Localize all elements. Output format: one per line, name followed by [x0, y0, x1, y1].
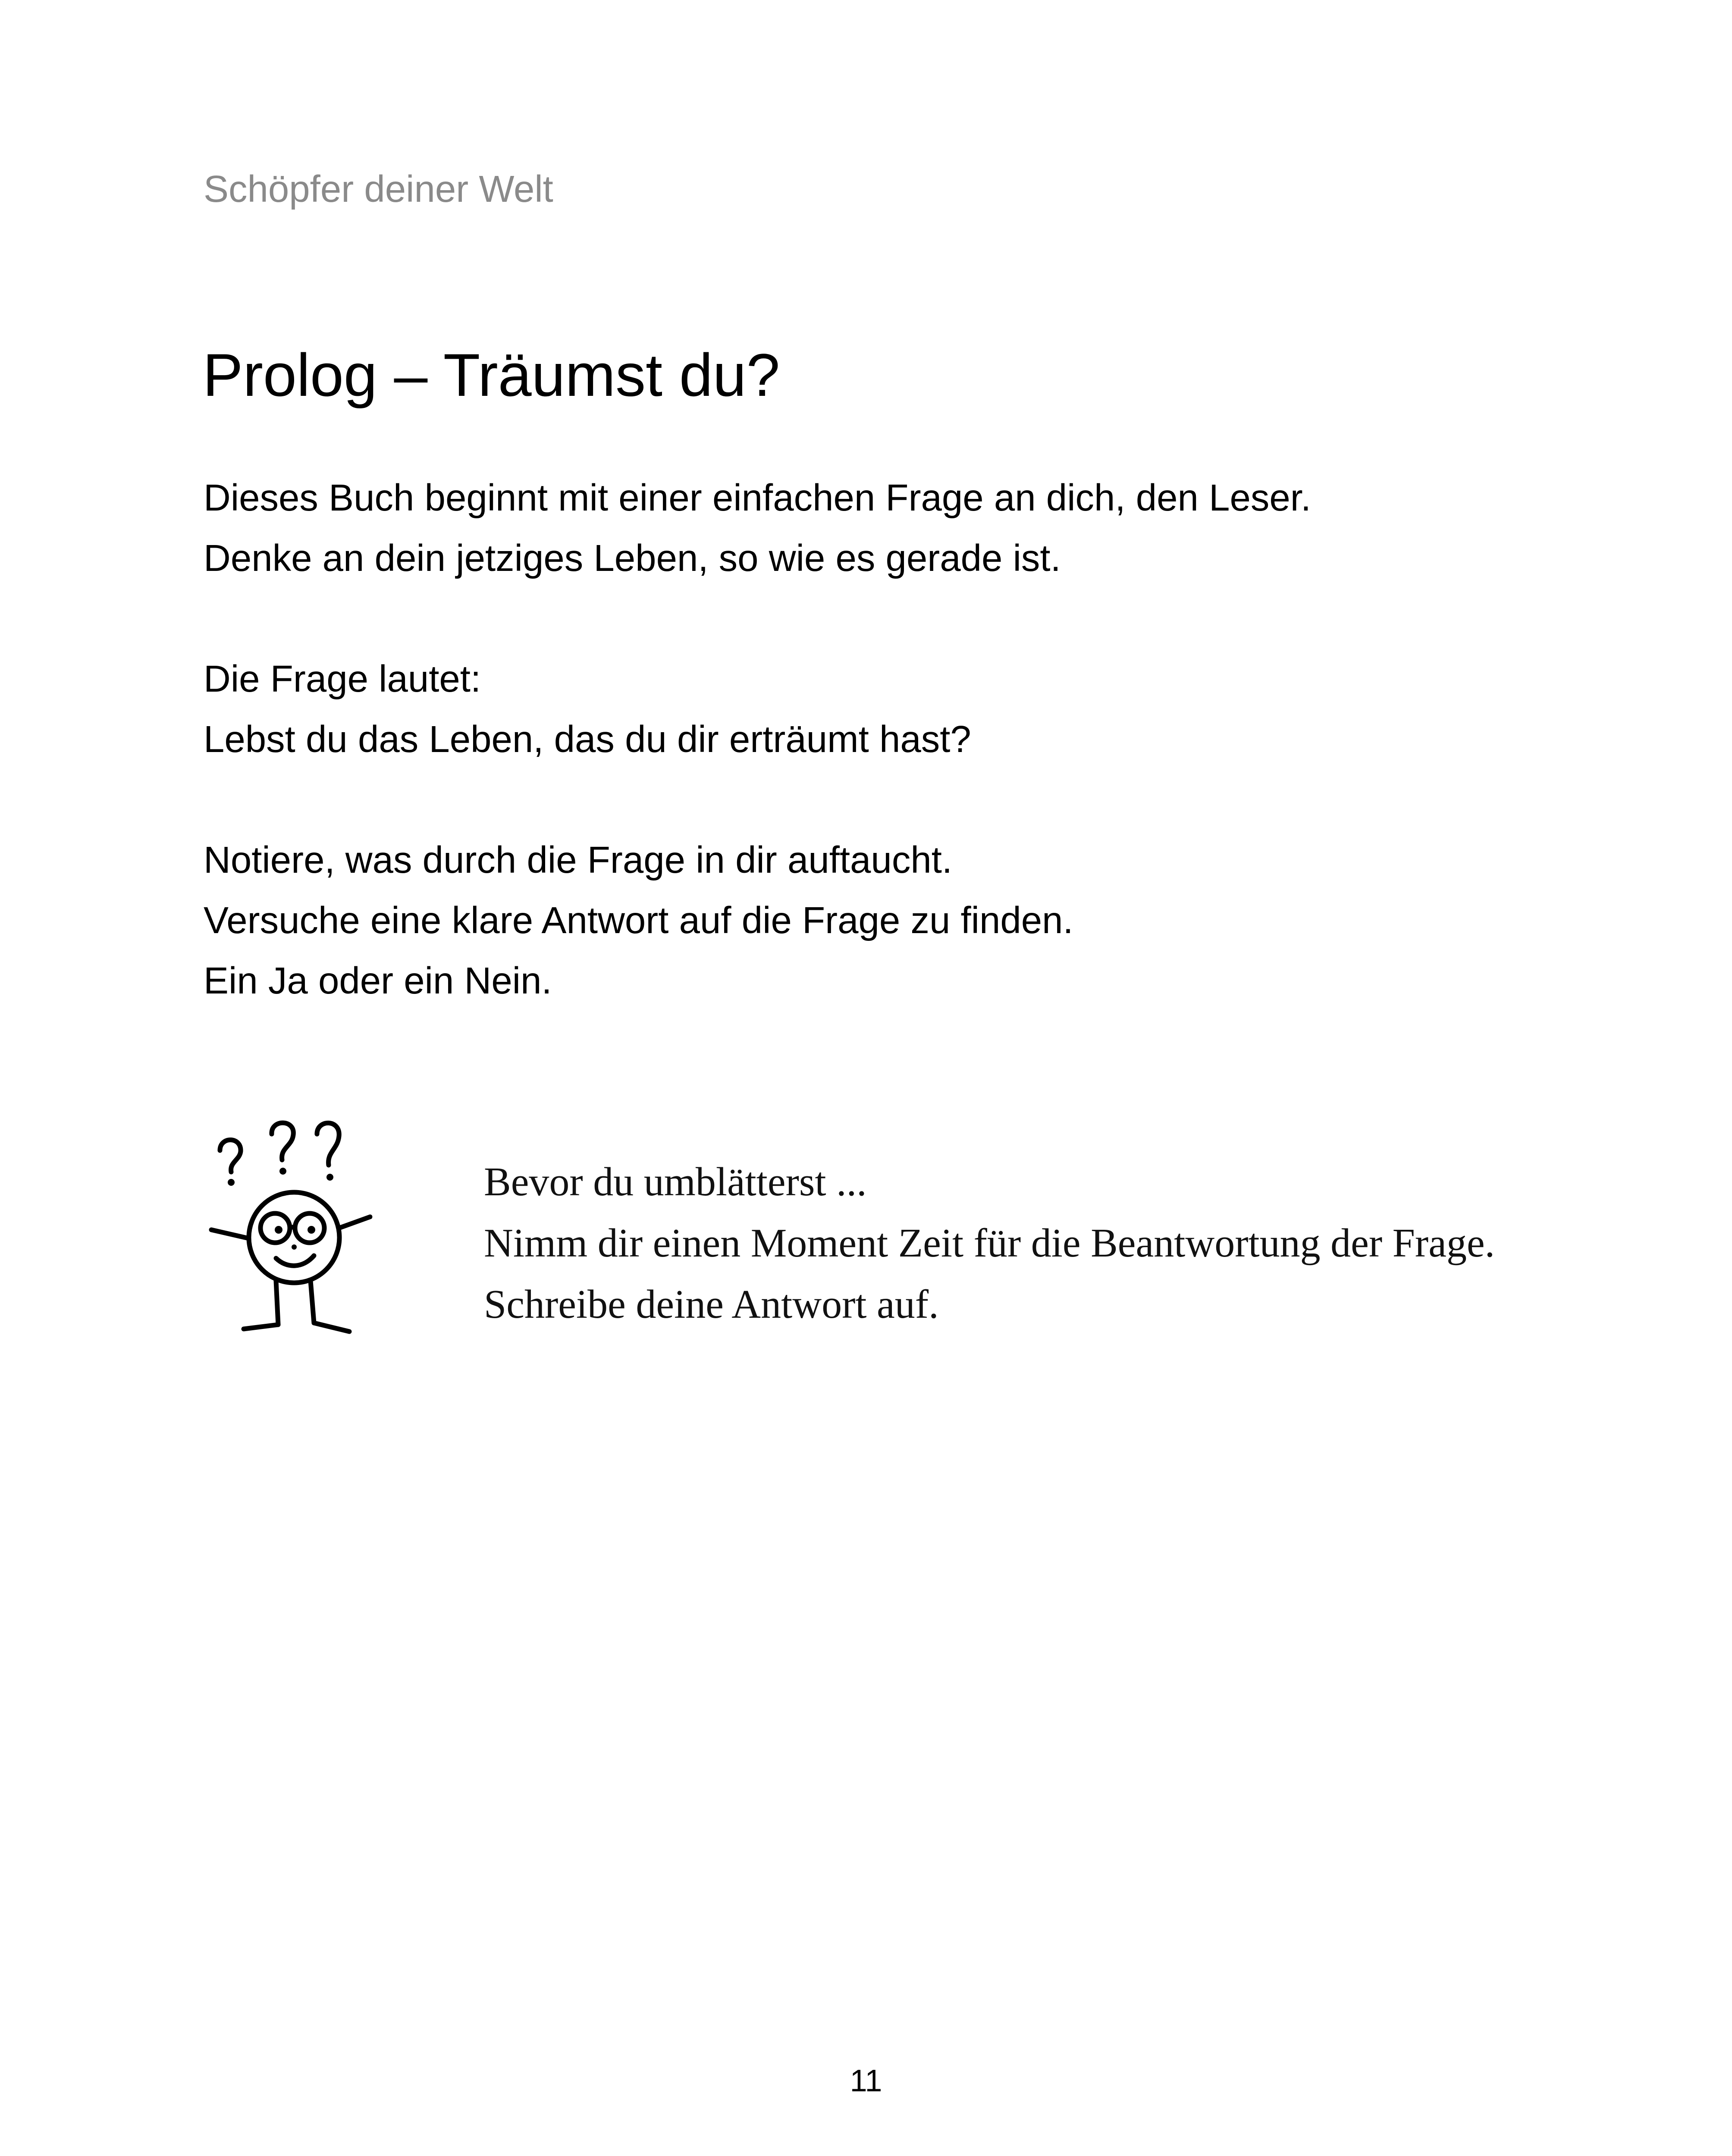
paragraph-instructions	[204, 830, 1073, 1011]
reflection-note	[484, 1151, 1495, 1335]
chapter-title: Prolog – Träumst du?	[203, 341, 780, 409]
body-line: Denke an dein jetziges Leben, so wie es gerade ist.	[204, 537, 1061, 579]
body-line: Dieses Buch beginnt mit einer einfachen Frage an dich, den Leser.	[204, 477, 1312, 519]
page-number: 11	[850, 2064, 882, 2098]
paragraph-intro	[204, 468, 1311, 589]
body-line: Versuche eine klare Antwort auf die Frage zu finden.	[204, 899, 1073, 941]
body-line: Notiere, was durch die Frage in dir auftaucht.	[204, 839, 953, 881]
body-line: Lebst du das Leben, das du dir erträumt hast?	[204, 718, 971, 760]
body-line: Ein Ja oder ein Nein.	[204, 960, 552, 1002]
note-line: Nimm dir einen Moment Zeit für die Beantwortung der Frage.	[484, 1221, 1495, 1266]
running-header: Schöpfer deiner Welt	[204, 168, 553, 210]
body-line: Die Frage lautet:	[204, 658, 481, 700]
note-line: Schreibe deine Antwort auf.	[484, 1282, 939, 1327]
confused-stick-figure-icon	[203, 1117, 384, 1350]
paragraph-question	[204, 649, 971, 770]
note-line: Bevor du umblätterst ...	[484, 1159, 867, 1204]
